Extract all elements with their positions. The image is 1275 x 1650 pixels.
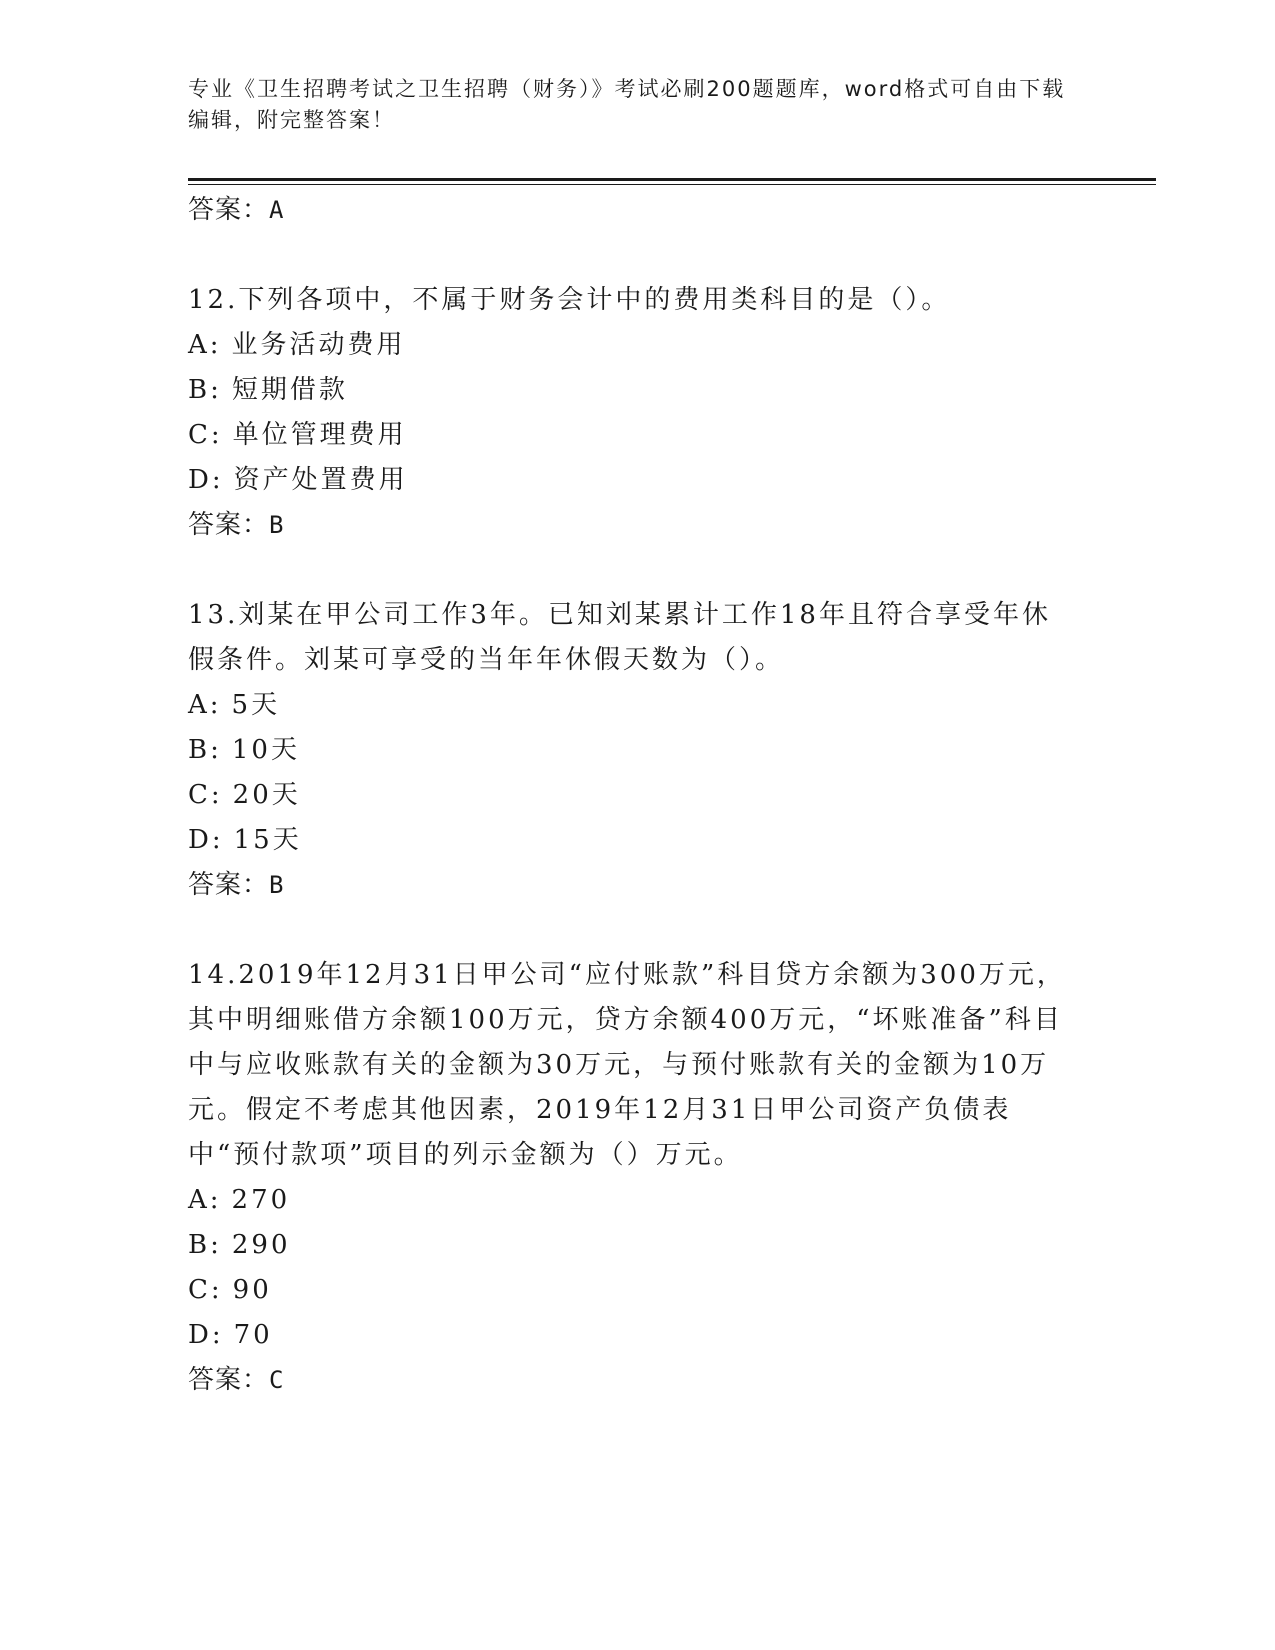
header-divider-thin <box>188 184 1156 185</box>
question-block-12 <box>188 278 1068 547</box>
answer-label: 答案： <box>188 510 270 540</box>
option-key: D: <box>188 465 224 495</box>
option-key: A: <box>188 330 222 360</box>
option-text: 70 <box>233 1320 273 1350</box>
question-stem: 12.下列各项中，不属于财务会计中的费用类科目的是（）。 <box>188 285 951 315</box>
answer-value: B <box>269 511 285 539</box>
option-a <box>188 1178 1068 1223</box>
option-c <box>188 1268 1068 1313</box>
option-key: D: <box>188 825 224 855</box>
option-key: D: <box>188 1320 224 1350</box>
answer-line <box>188 863 1068 907</box>
option-key: B: <box>188 735 222 765</box>
option-b <box>188 368 1068 413</box>
question-stem: 13.刘某在甲公司工作3年。已知刘某累计工作18年且符合享受年休假条件。刘某可享受的当年年休假天数为（）。 <box>188 600 1051 675</box>
option-a <box>188 683 1068 728</box>
answer-line <box>188 503 1068 547</box>
question-block-13 <box>188 593 1068 907</box>
answer-label: 答案： <box>188 1365 270 1395</box>
option-text: 90 <box>232 1275 272 1305</box>
option-b <box>188 1223 1068 1268</box>
answer-line <box>188 1358 1068 1402</box>
answer-label: 答案： <box>188 195 270 225</box>
question-content <box>188 188 1068 1402</box>
option-text: 15天 <box>233 825 302 855</box>
option-text: 业务活动费用 <box>231 330 406 360</box>
option-c <box>188 773 1068 818</box>
question-stem: 14.2019年12月31日甲公司“应付账款”科目贷方余额为300万元，其中明细账借方余额100万元，贷方余额400万元，“坏账准备”科目中与应收账款有关的金额为30万元，与预付账款有关的金额为10万元。假定不考虑其他因素，2019年12月31日甲公司资产负债表中“预付款项”项目的列示金额为（）万元。 <box>188 960 1066 1170</box>
option-text: 短期借款 <box>231 375 348 405</box>
answer-value: B <box>269 871 285 899</box>
option-key: C: <box>188 780 223 810</box>
answer-line <box>188 188 1068 232</box>
option-text: 资产处置费用 <box>233 465 408 495</box>
option-d <box>188 1313 1068 1358</box>
option-text: 10天 <box>231 735 300 765</box>
answer-label: 答案： <box>188 870 270 900</box>
question-block-14 <box>188 953 1068 1402</box>
answer-value: A <box>269 196 285 224</box>
header-divider-thick <box>188 178 1156 181</box>
document-header: 专业《卫生招聘考试之卫生招聘（财务）》考试必刷200题题库，word格式可自由下载编辑，附完整答案！ <box>188 77 1066 132</box>
option-c <box>188 413 1068 458</box>
answer-value: C <box>269 1366 285 1394</box>
option-key: B: <box>188 1230 222 1260</box>
option-text: 290 <box>231 1230 291 1260</box>
option-text: 20天 <box>232 780 301 810</box>
option-key: A: <box>188 1185 222 1215</box>
option-key: B: <box>188 375 222 405</box>
option-text: 5天 <box>231 690 281 720</box>
option-key: C: <box>188 420 223 450</box>
option-key: C: <box>188 1275 223 1305</box>
option-text: 单位管理费用 <box>232 420 407 450</box>
option-d <box>188 818 1068 863</box>
option-d <box>188 458 1068 503</box>
option-text: 270 <box>231 1185 291 1215</box>
option-b <box>188 728 1068 773</box>
option-a <box>188 323 1068 368</box>
option-key: A: <box>188 690 222 720</box>
